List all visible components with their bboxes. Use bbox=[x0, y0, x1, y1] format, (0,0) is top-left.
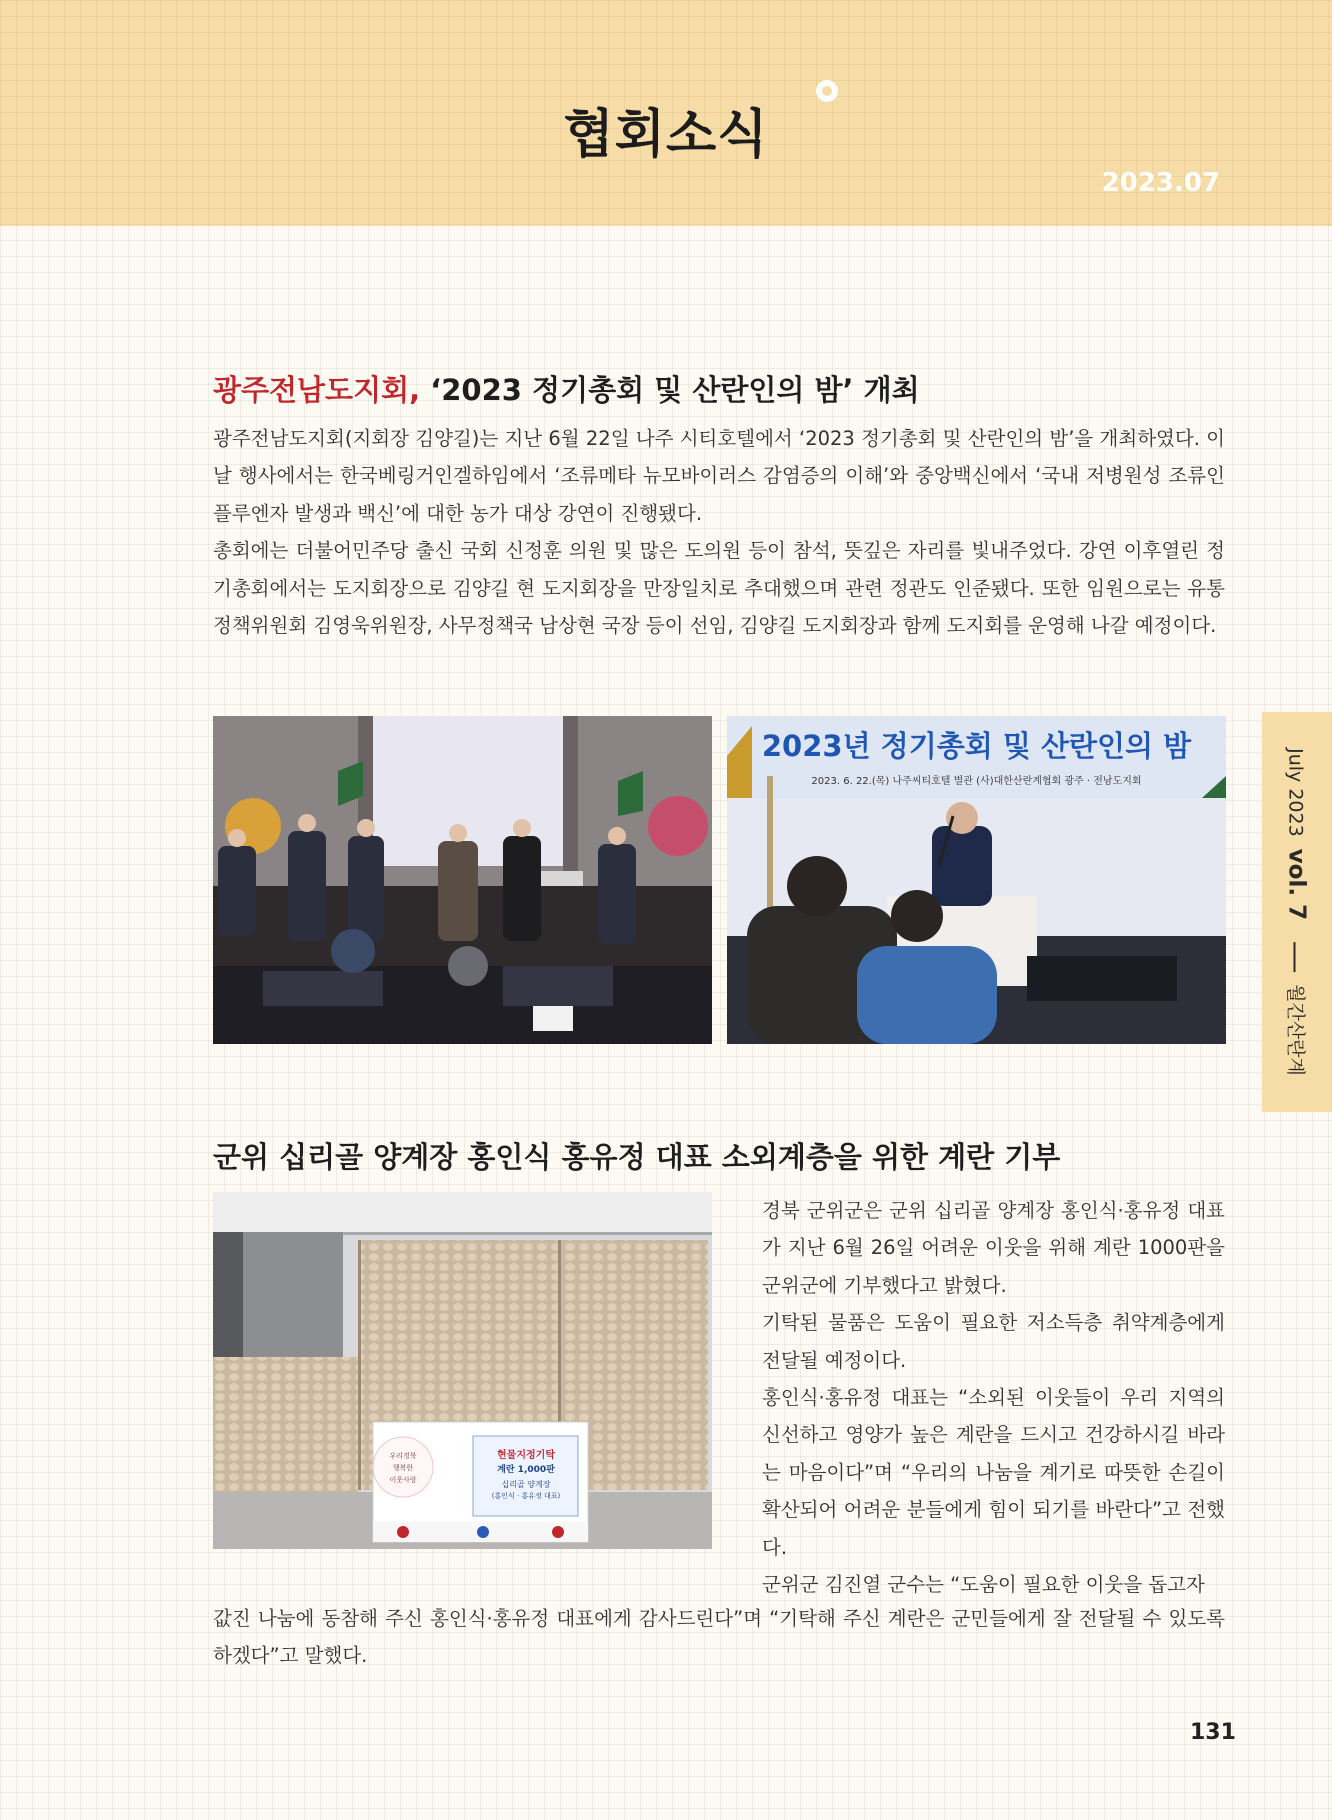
article1-paragraph: 광주전남도지회(지회장 김양길)는 지난 6월 22일 나주 시티호텔에서 ‘2023 정기총회 및 산란인의 밤’을 개최하였다. 이날 행사에서는 한국베링거인겔하임에서 ‘조류메타 뉴모바이러스 감염증의 이해’와 중앙백신에서 ‘국내 저병원성 조류인플루엔자 발생과 백신’에 대한 농가 대상 강연이 진행됐다. bbox=[213, 427, 1225, 525]
article2-paragraph-tail: 값진 나눔에 동참해 주신 홍인식·홍유정 대표에게 감사드린다”며 “기탁해 주신 계란은 군민들에게 잘 전달될 수 있도록 하겠다”고 말했다. bbox=[213, 1607, 1225, 1668]
photo-ceremony-stage bbox=[213, 716, 712, 1044]
article1-body bbox=[213, 420, 1225, 644]
side-tab-month-year: July 2023 bbox=[1284, 748, 1307, 837]
photo-egg-donation bbox=[213, 1192, 712, 1549]
side-tab-magazine: 월간산란계 bbox=[1284, 984, 1307, 1076]
article2-paragraph: 군위군 김진열 군수는 “도움이 필요한 이웃을 돕고자 bbox=[762, 1573, 1205, 1597]
article1-title-rest: ‘2023 정기총회 및 산란인의 밤’ 개최 bbox=[430, 373, 920, 407]
issue-date: 2023.07 bbox=[1101, 168, 1220, 198]
article1-title bbox=[213, 368, 920, 409]
page-number: 131 bbox=[1190, 1720, 1236, 1745]
page-header bbox=[0, 0, 1332, 226]
sign-left-line3: 이웃사랑 bbox=[389, 1476, 417, 1484]
sign-heading: 현물지정기탁 bbox=[497, 1450, 555, 1461]
article2-body-tail bbox=[213, 1600, 1225, 1675]
photo-speaker-podium bbox=[727, 716, 1226, 1044]
article2-paragraph: 기탁된 물품은 도움이 필요한 저소득층 취약계층에게 전달될 예정이다. bbox=[762, 1311, 1225, 1372]
banner-event-title: 2023년 정기총회 및 산란인의 밤 bbox=[761, 729, 1192, 763]
sign-left-line1: 우리경북 bbox=[389, 1452, 417, 1460]
banner-event-subtitle: 2023. 6. 22.(목) 나주씨티호텔 별관 (사)대한산란계협회 광주 · 전남도지회 bbox=[811, 776, 1142, 787]
side-tab-label bbox=[1284, 748, 1311, 1076]
article2-paragraph: 홍인식·홍유정 대표는 “소외된 이웃들이 우리 지역의 신선하고 영양가 높은 계란을 드시고 건강하시길 바라는 마음이다”며 “우리의 나눔을 계기로 따뜻한 손길이 확산되어 어려운 분들에게 힘이 되기를 바란다”고 전했다. bbox=[762, 1386, 1225, 1559]
article2-title: 군위 십리골 양계장 홍인식 홍유정 대표 소외계층을 위한 계란 기부 bbox=[213, 1140, 1061, 1174]
article1-title-highlight: 광주전남도지회, bbox=[213, 373, 421, 407]
sign-line2: 십리골 양계장 bbox=[501, 1480, 551, 1489]
title-circle-ornament bbox=[816, 80, 838, 102]
sign-line3: (홍인식 · 홍유정 대표) bbox=[491, 1492, 561, 1500]
article2-paragraph: 경북 군위군은 군위 십리골 양계장 홍인식·홍유정 대표가 지난 6월 26일 어려운 이웃을 위해 계란 1000판을 군위군에 기부했다고 밝혔다. bbox=[762, 1199, 1225, 1297]
article1-paragraph: 총회에는 더불어민주당 출신 국회 신정훈 의원 및 많은 도의원 등이 참석, 뜻깊은 자리를 빛내주었다. 강연 이후열린 정기총회에서는 도지회장으로 김양길 현 도지회장을 만장일치로 추대했으며 관련 정관도 인준됐다. 또한 임원으로는 유통정책위원회 김영욱위원장, 사무정책국 남상현 국장 등이 선임, 김양길 도지회장과 함께 도지회를 운영해 나갈 예정이다. bbox=[213, 539, 1225, 638]
article2-body bbox=[762, 1192, 1225, 1603]
sign-left-line2: 행복한 bbox=[392, 1464, 414, 1472]
side-tab-volume: vol. 7 bbox=[1283, 848, 1310, 921]
side-tab bbox=[1262, 712, 1332, 1112]
sign-line1: 계란 1,000판 bbox=[497, 1465, 555, 1475]
section-header-title: 협회소식 bbox=[563, 105, 769, 165]
side-tab-divider bbox=[1294, 942, 1296, 972]
